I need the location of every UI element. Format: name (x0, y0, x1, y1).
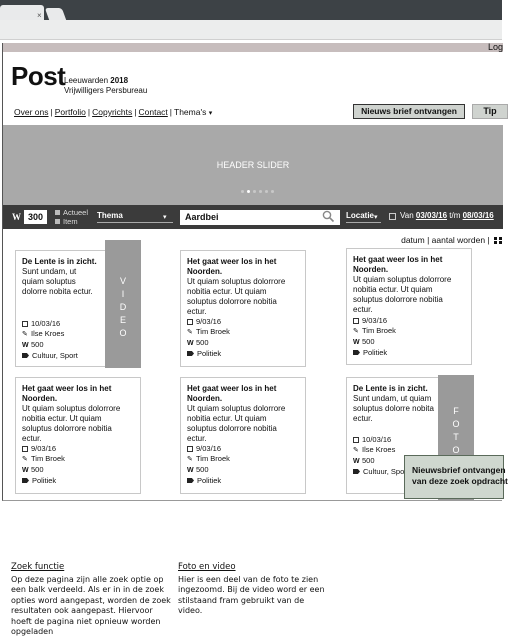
result-card[interactable] (180, 377, 306, 494)
card-body: Sunt undam, ut quiam soluptus dolorre nobita ectur. (22, 267, 93, 296)
new-tab-button[interactable] (45, 8, 66, 20)
sort-bar[interactable] (401, 235, 502, 245)
slider-dot[interactable] (265, 190, 268, 193)
sort-label[interactable]: datum | aantal worden | (401, 235, 490, 245)
popup-line-2: van deze zoek opdracht (412, 476, 508, 486)
popup-line-1: Nieuwsbrief ontvangen (412, 465, 506, 475)
top-strip (3, 43, 503, 52)
strip-letter: O (452, 445, 460, 455)
date-to-label: t/m (449, 211, 461, 220)
result-card[interactable] (15, 377, 141, 494)
slider-dot-active[interactable] (247, 190, 250, 193)
tab-close-icon[interactable]: × (37, 11, 42, 20)
locatie-dropdown[interactable]: Locatie (346, 211, 375, 220)
card-body: Ut quiam soluptus dolorrore nobitia ectur. Ut quiam soluptus dolorrore nobitia ectur. (22, 404, 121, 443)
word-count-label: W (12, 212, 21, 222)
logo-subtitle: Vrijwilligers Persbureau (64, 86, 148, 95)
page-frame (2, 42, 508, 501)
tag-icon (187, 478, 194, 483)
slider-dot[interactable] (259, 190, 262, 193)
city-name: Leeuwarden (64, 76, 109, 85)
strip-letter: O (119, 328, 127, 338)
chevron-down-icon: ▾ (374, 214, 378, 221)
site-logo[interactable]: Post (11, 61, 66, 91)
option-actueel-label: Actueel (63, 208, 89, 217)
card-title: Het gaat weer los in het Noorden. (22, 384, 112, 403)
card-date: 9/03/16 (196, 444, 222, 453)
card-words: 500 (196, 465, 209, 474)
tag-icon (353, 350, 360, 355)
newsletter-popup[interactable] (404, 455, 508, 499)
card-title: Het gaat weer los in het Noorden. (353, 255, 443, 274)
option-item-label: Item (63, 217, 78, 226)
card-tags: Politiek (32, 476, 57, 485)
strip-letter: I (121, 289, 125, 299)
tag-icon (22, 478, 29, 483)
strip-letter: V (119, 276, 126, 286)
nav-portfolio[interactable]: Portfolio (54, 107, 86, 117)
pen-icon: ✎ (22, 331, 28, 338)
calendar-icon (353, 318, 359, 324)
note-search (11, 562, 173, 638)
card-tags: Cultuur, Spo (363, 467, 405, 476)
card-meta (22, 444, 65, 486)
slider-dots (241, 190, 274, 193)
card-date: 10/03/16 (362, 435, 392, 444)
chevron-down-icon: ▾ (208, 110, 213, 117)
card-tags: Politiek (363, 348, 388, 357)
card-title: De Lente is in zicht. (353, 384, 428, 393)
nav-copyrichts[interactable]: Copyrichts (92, 107, 133, 117)
tag-icon (353, 469, 360, 474)
card-date: 9/03/16 (31, 444, 57, 453)
card-meta (187, 444, 230, 486)
card-author: Tim Broek (196, 454, 230, 463)
card-date: 10/03/16 (31, 319, 61, 328)
strip-letter: F (453, 406, 459, 416)
word-icon: W (353, 458, 360, 465)
card-author: Tim Broek (362, 326, 396, 335)
word-icon: W (353, 339, 360, 346)
browser-toolbar (0, 20, 502, 40)
slider-dot[interactable] (271, 190, 274, 193)
strip-letter: O (452, 419, 460, 429)
logo-year: 2018 (110, 76, 129, 85)
tip-button[interactable]: Tip (472, 104, 508, 119)
calendar-icon (353, 437, 359, 443)
logo-city (64, 76, 128, 85)
slider-label: HEADER SLIDER (216, 160, 290, 170)
card-meta (22, 319, 78, 361)
calendar-icon (187, 446, 193, 452)
card-words: 500 (362, 337, 375, 346)
card-title: De Lente is in zicht. (22, 257, 97, 266)
date-from-label: Van (400, 211, 414, 220)
card-tags: Cultuur, Sport (32, 351, 78, 360)
option-actueel[interactable] (55, 208, 88, 217)
thema-underline (97, 222, 173, 223)
card-words: 500 (31, 340, 44, 349)
thema-dropdown[interactable]: Thema (97, 211, 123, 220)
card-meta (187, 317, 230, 359)
card-author: Ilse Kroes (362, 445, 396, 454)
tag-icon (22, 353, 29, 358)
main-nav: Over ons | Portfolio | Copyrichts | Contact | Thema's ▾ (14, 107, 213, 117)
note-photo-video (178, 562, 328, 617)
card-body: Sunt undam, ut quiam soluptus dolorre nobita ectur. (353, 394, 434, 423)
word-icon: W (22, 342, 29, 349)
calendar-icon (22, 321, 28, 327)
card-date: 9/03/16 (362, 316, 388, 325)
browser-tab[interactable] (0, 5, 44, 20)
video-strip[interactable] (105, 240, 141, 368)
calendar-icon[interactable] (389, 213, 396, 220)
nav-themas[interactable]: Thema's (174, 107, 207, 117)
search-icon[interactable] (322, 210, 335, 223)
strip-letter: D (119, 302, 127, 312)
pen-icon: ✎ (187, 329, 193, 336)
date-to[interactable]: 08/03/16 (462, 211, 494, 220)
nav-over-ons[interactable]: Over ons (14, 107, 49, 117)
locatie-underline (346, 222, 381, 223)
slider-dot[interactable] (253, 190, 256, 193)
date-from[interactable]: 03/03/16 (415, 211, 448, 220)
card-body: Ut quiam soluptus dolorrore nobitia ectur. Ut quiam soluptus dolorrore nobitia ectur. (187, 277, 286, 316)
chevron-down-icon: ▾ (163, 214, 167, 221)
slider-dot[interactable] (241, 190, 244, 193)
result-card[interactable] (346, 248, 472, 365)
pen-icon: ✎ (187, 456, 193, 463)
pen-icon: ✎ (353, 447, 359, 454)
card-meta (353, 316, 396, 358)
pen-icon: ✎ (22, 456, 28, 463)
card-tags: Politiek (197, 476, 222, 485)
search-input[interactable]: Aardbei (180, 210, 340, 225)
header-slider[interactable] (3, 125, 503, 205)
result-card[interactable] (180, 250, 306, 367)
browser-titlebar (0, 0, 502, 20)
option-item[interactable] (55, 217, 78, 226)
filter-bar (3, 205, 503, 229)
note-title: Foto en video (178, 562, 236, 572)
card-words: 500 (31, 465, 44, 474)
card-date: 9/03/16 (196, 317, 222, 326)
login-link[interactable]: Log (487, 42, 503, 52)
strip-letter: T (453, 432, 459, 442)
newsletter-button[interactable]: Nieuws brief ontvangen (353, 104, 465, 119)
calendar-icon (187, 319, 193, 325)
card-words: 500 (196, 338, 209, 347)
card-title: Het gaat weer los in het Noorden. (187, 257, 277, 276)
card-author: Tim Broek (196, 327, 230, 336)
word-icon: W (187, 340, 194, 347)
checkbox-icon (55, 210, 60, 215)
word-count-input[interactable]: 300 (24, 210, 47, 224)
note-text: Hier is een deel van de foto te zien ingezoomd. Bij de video word er een stilstaand fram gebruikt van de video. (178, 574, 325, 615)
card-body: Ut quiam soluptus dolorrore nobitia ectur. Ut quiam soluptus dolorrore nobitia ectur. (187, 404, 286, 443)
card-author: Ilse Kroes (31, 329, 65, 338)
checkbox-icon (55, 219, 60, 224)
nav-contact[interactable]: Contact (138, 107, 168, 117)
grid-view-icon[interactable] (494, 237, 502, 244)
strip-letter: E (119, 315, 126, 325)
card-meta (353, 435, 404, 477)
card-author: Tim Broek (31, 454, 65, 463)
date-range (400, 211, 494, 220)
note-text: Op deze pagina zijn alle zoek optie op een balk verdeeld. Als er in in de zoek opties word aangepast, worden de zoek resultaten ook aangepast. Hiervoor hoeft de pagina niet opnieuw worden opgeladen (11, 574, 171, 636)
card-words: 500 (362, 456, 375, 465)
card-title: Het gaat weer los in het Noorden. (187, 384, 277, 403)
calendar-icon (22, 446, 28, 452)
word-icon: W (187, 467, 194, 474)
tag-icon (187, 351, 194, 356)
word-icon: W (22, 467, 29, 474)
card-body: Ut quiam soluptus dolorrore nobitia ectur. Ut quiam soluptus dolorrore nobitia ectur. (353, 275, 452, 314)
note-title: Zoek functie (11, 562, 65, 572)
pen-icon: ✎ (353, 328, 359, 335)
card-tags: Politiek (197, 349, 222, 358)
